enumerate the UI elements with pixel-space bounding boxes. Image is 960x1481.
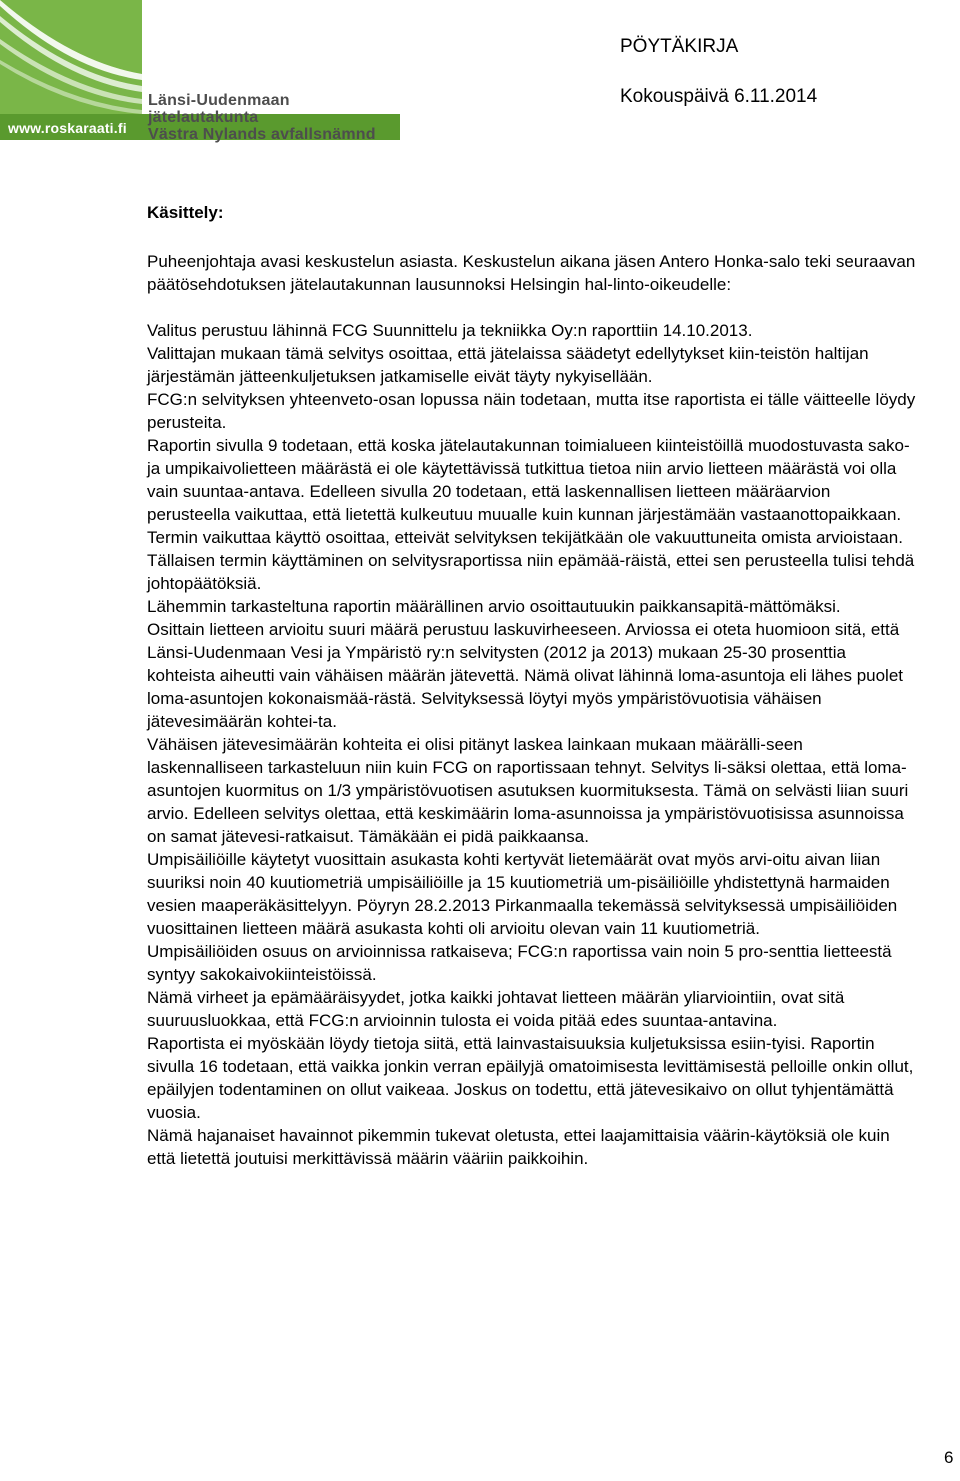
document-type: PÖYTÄKIRJA xyxy=(620,36,739,57)
paragraph: Valitus perustuu lähinnä FCG Suunnittelu ja tekniikka Oy:n raporttiin 14.10.2013. xyxy=(147,321,753,340)
paragraph: Termin vaikuttaa käyttö osoittaa, etteivät selvityksen tekijätkään ole vakuuttuneita omista arvioistaan. Tällaisen termin käyttäminen on selvitysraportissa niin epämää-räistä, ettei sen perusteella tulisi tehdä johtopäätöksiä. xyxy=(147,528,915,593)
paragraph: Raportin sivulla 9 todetaan, että koska jätelautakunnan toimialueen kiinteistöillä muodostuvasta sako- ja umpikaivolietteen määrästä ei ole käytettävissä tutkittua tietoa niin arvio lietteen määrästä voi olla vain suuntaa-antava. Edelleen sivulla 20 todetaan, että laskennallisen lietteen määräarvion perusteella vaikuttaa, että lietettä kulkeutuu muualle kuin kunnan järjestämään vastaanottopaikkaan. xyxy=(147,436,910,524)
paragraph: Osittain lietteen arvioitu suuri määrä perustuu laskuvirheeseen. Arviossa ei oteta huomioon sitä, että Länsi-Uudenmaan Vesi ja Ympäristö ry:n selvitysten (2012 ja 2013) mukaan 25-30 prosenttia kohteista aiheutti vain vähäisen määrän jätevettä. Nämä olivat lähinnä loma-asuntoja eli lähes puolet loma-asuntojen kokonaismää-rästä. Selvityksessä löytyi myös ympäristövuotisia vähäisen jätevesimäärän kohtei-ta. xyxy=(147,620,904,731)
paragraph: Umpisäiliöille käytetyt vuosittain asukasta kohti kertyvät lietemäärät ovat myös arvi-oitu aivan liian suuriksi noin 40 kuutiometriä umpisäiliöille ja 15 kuutiometriä um-pisäiliöille yhdistettynä harmaiden vesien maaperäkäsittelyyn. Pöyryn 28.2.2013 Pirkanmaalla tekemässä selvityksessä umpisäiliöiden vuosittainen lietteen määrä asukasta kohti oli arvioitu olevan vain 11 kuutiometriä. xyxy=(147,850,898,938)
paragraph: Valittajan mukaan tämä selvitys osoittaa, että jätelaissa säädetyt edellytykset kiin-teistön haltijan järjestämän jätteenkuljetuksen jatkamiselle eivät täyty nykyisellään. xyxy=(147,344,869,386)
paragraph: FCG:n selvityksen yhteenveto-osan lopussa näin todetaan, mutta itse raportista ei tälle väitteelle löydy perusteita. xyxy=(147,390,916,432)
org-logo xyxy=(0,0,400,143)
section-heading: Käsittely: xyxy=(147,203,224,222)
paragraph: Umpisäiliöiden osuus on arvioinnissa ratkaiseva; FCG:n raportissa vain noin 5 pro-senttia lietteestä syntyy sakokaivokiinteistöissä. xyxy=(147,942,892,984)
paragraph: Lähemmin tarkasteltuna raportin määrällinen arvio osoittautuukin paikkansapitä-mättömäksi. xyxy=(147,597,841,616)
paragraph: Nämä virheet ja epämääräisyydet, jotka kaikki johtavat lietteen määrän yliarviointiin, ovat sitä suuruusluokkaa, että FCG:n arvioinnin tulosta ei voida pitää edes suuntaa-antavina. xyxy=(147,988,845,1030)
paragraph-intro: Puheenjohtaja avasi keskustelun asiasta. Keskustelun aikana jäsen Antero Honka-salo teki seuraavan päätösehdotuksen jätelautakunnan lausunnoksi Helsingin hal-linto-oikeudelle: xyxy=(147,252,916,294)
organization-name-fi: Länsi-Uudenmaan jätelautakunta xyxy=(148,92,290,126)
paragraph: Vähäisen jätevesimäärän kohteita ei olisi pitänyt laskea lainkaan mukaan määrälli-seen laskennalliseen tarkasteluun niin kuin FCG on raportissaan tehnyt. Selvitys li-säksi olettaa, että loma-asuntojen kuormitus on 1/3 ympäristövuotisen asutuksen kuormituksesta. Tämä on selvästi liian suuri arvio. Edelleen selvitys olettaa, että keskimäärin loma-asunnoissa ja ympäristövuotisissa asunnoissa on samat jätevesi-ratkaisut. Tämäkään ei pidä paikkaansa. xyxy=(147,735,909,846)
paragraph: Raportista ei myöskään löydy tietoja siitä, että lainvastaisuuksia kuljetuksissa esiin-tyisi. Raportin sivulla 16 todetaan, että vaikka jonkin verran epäilyjä omatoimisesta levittämisestä pelloille onkin ollut, epäilyjen todentaminen on ollut vaikeaa. Joskus on todettu, että jätevesikaivo on ollut tyhjentämättä vuosia. xyxy=(147,1034,914,1122)
meeting-date: Kokouspäivä 6.11.2014 xyxy=(620,86,818,107)
paragraph: Nämä hajanaiset havainnot pikemmin tukevat oletusta, ettei laajamittaisia väärin-käytöksiä ole kuin että lietettä joutuisi merkittävissä määrin vääriin paikkoihin. xyxy=(147,1126,890,1168)
document-body xyxy=(147,250,917,1170)
page-number: 6 xyxy=(944,1448,954,1467)
organization-url: www.roskaraati.fi xyxy=(8,120,127,136)
organization-name-sv: Västra Nylands avfallsnämnd xyxy=(148,126,376,143)
organization-name xyxy=(148,92,400,143)
